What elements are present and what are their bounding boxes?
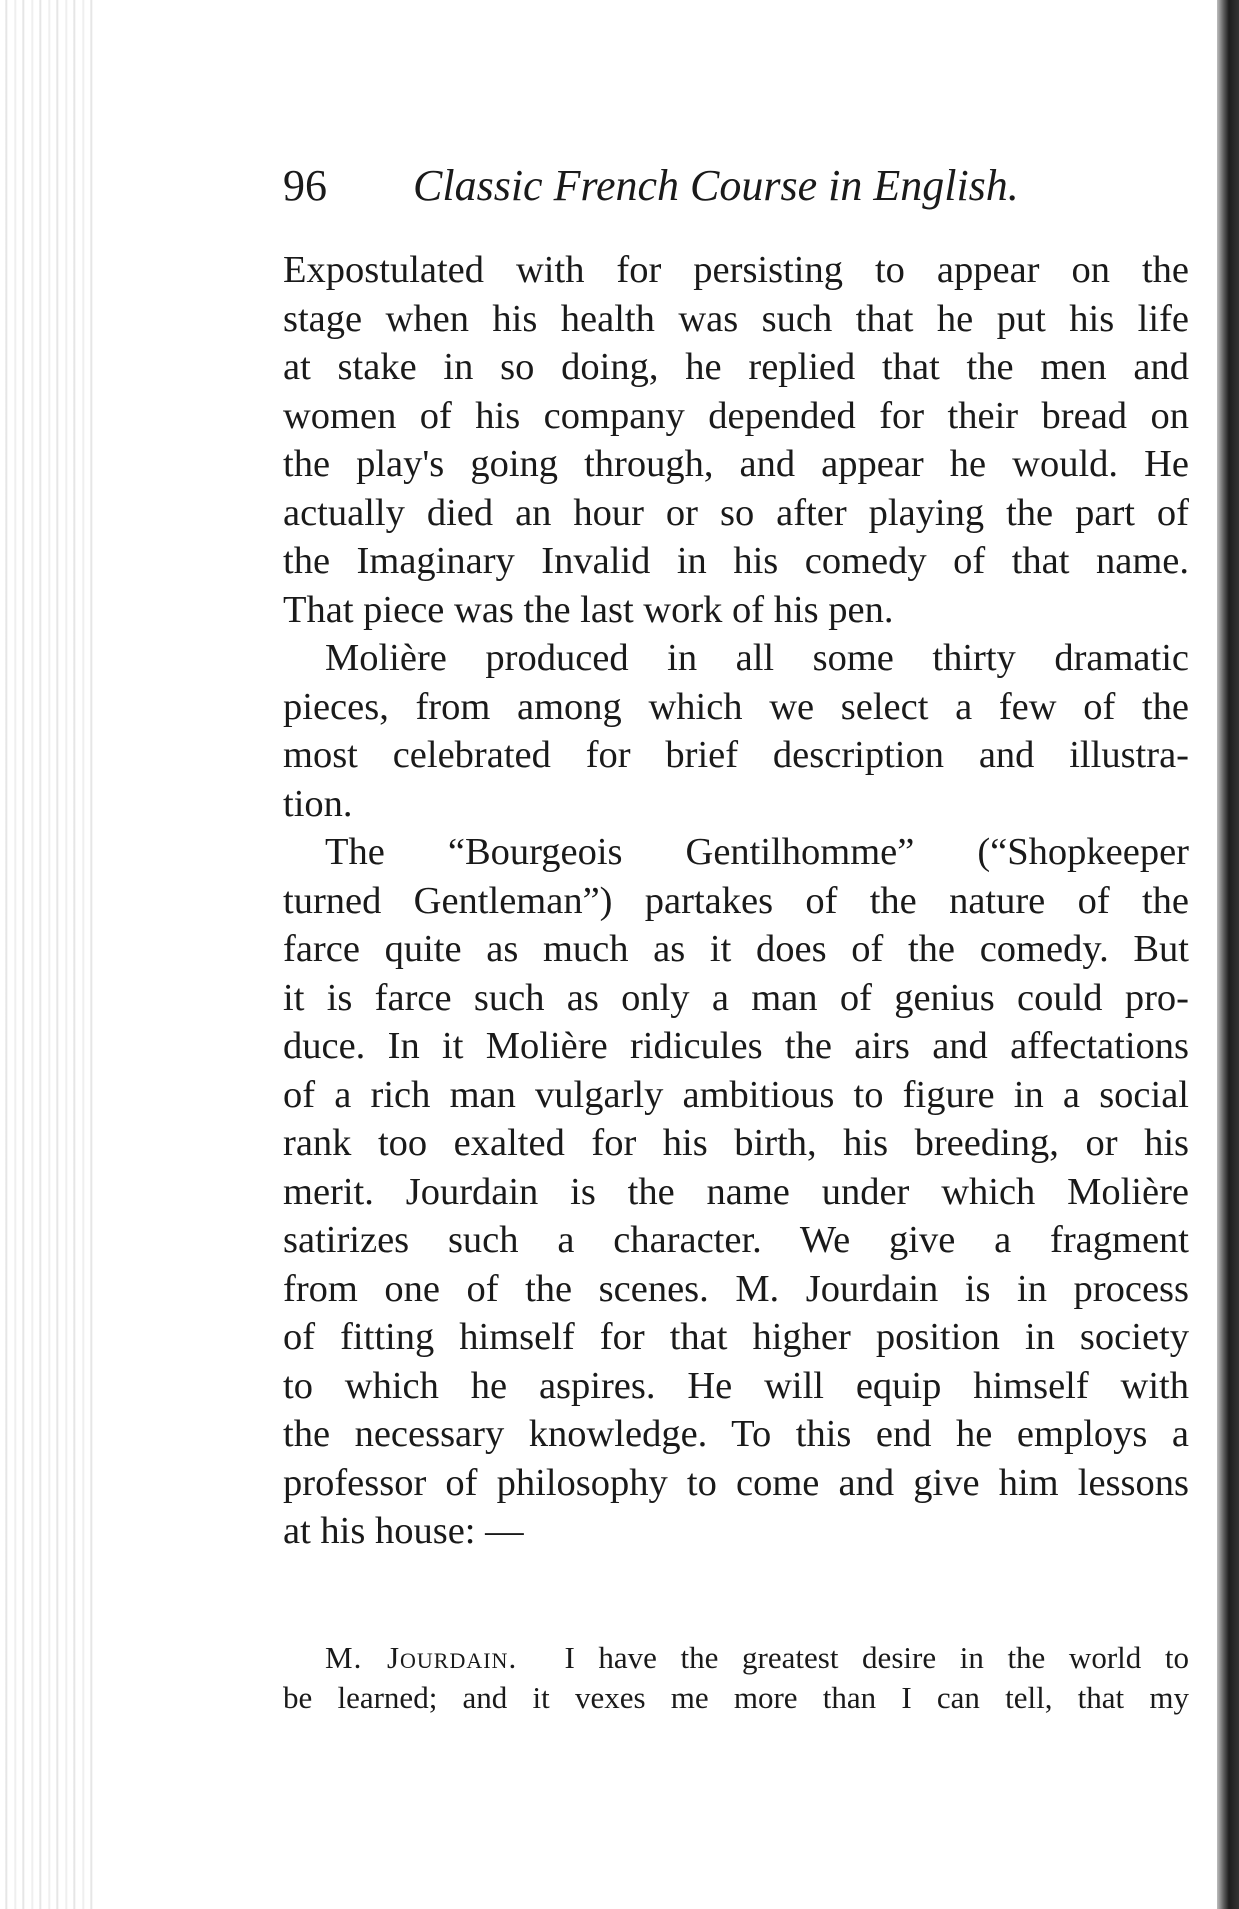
text-line: the play's going through, and appear he would. He [283, 443, 1189, 485]
dialogue-line [283, 1638, 1189, 1678]
book-page [283, 160, 1189, 1718]
dialogue-line: be learned; and it vexes me more than I can tell, that my [283, 1679, 1189, 1715]
text-line: actually died an hour or so after playing the part of [283, 491, 1189, 534]
text-line: Molière produced in all some thirty dramatic [325, 637, 1189, 679]
text-line: That piece was the last work of his pen. [283, 588, 894, 631]
text-line: duce. In it Molière ridicules the airs and affectations [283, 1025, 1189, 1067]
text-line: the necessary knowledge. To this end he employs a [283, 1413, 1189, 1455]
text-line: at stake in so doing, he replied that the men and [283, 346, 1189, 388]
text-line: the Imaginary Invalid in his comedy of that name. [283, 540, 1189, 582]
text-line: professor of philosophy to come and give him lessons [283, 1461, 1189, 1504]
text-line: tion. [283, 782, 353, 825]
speaker-name: M. Jourdain. [325, 1639, 518, 1675]
text-line: turned Gentleman”) partakes of the nature of the [283, 879, 1189, 922]
text-line: Expostulated with for persisting to appear on the [283, 249, 1189, 291]
dialogue-text: I have the greatest desire in the world to [564, 1639, 1189, 1675]
page-number: 96 [283, 161, 327, 210]
text-line: pieces, from among which we select a few of the [283, 685, 1189, 728]
text-line: at his house: — [283, 1510, 524, 1552]
text-line: stage when his health was such that he put his life [283, 297, 1189, 340]
text-line: The “Bourgeois Gentilhomme” (“Shopkeeper [325, 831, 1189, 873]
text-line: merit. Jourdain is the name under which Molière [283, 1170, 1189, 1213]
text-line: of fitting himself for that higher position in society [283, 1316, 1189, 1358]
text-line: rank too exalted for his birth, his breeding, or his [283, 1122, 1189, 1164]
left-page-gutter [0, 0, 95, 1909]
text-line: to which he aspires. He will equip himself with [283, 1364, 1189, 1407]
text-line: women of his company depended for their bread on [283, 394, 1189, 437]
paragraph-2 [283, 634, 1189, 828]
page-header [283, 160, 1189, 220]
paragraph-3 [283, 828, 1189, 1556]
dialogue-excerpt [283, 1638, 1189, 1718]
right-page-edge [1217, 0, 1239, 1909]
running-title: Classic French Course in English. [413, 161, 1019, 210]
text-line: from one of the scenes. M. Jourdain is in process [283, 1267, 1189, 1310]
text-line: it is farce such as only a man of genius could pro- [283, 976, 1189, 1019]
text-line: satirizes such a character. We give a fragment [283, 1219, 1189, 1261]
text-line: farce quite as much as it does of the comedy. But [283, 928, 1189, 970]
paragraph-1 [283, 246, 1189, 634]
text-line: of a rich man vulgarly ambitious to figure in a social [283, 1073, 1189, 1116]
text-line: most celebrated for brief description and illustra- [283, 734, 1189, 776]
